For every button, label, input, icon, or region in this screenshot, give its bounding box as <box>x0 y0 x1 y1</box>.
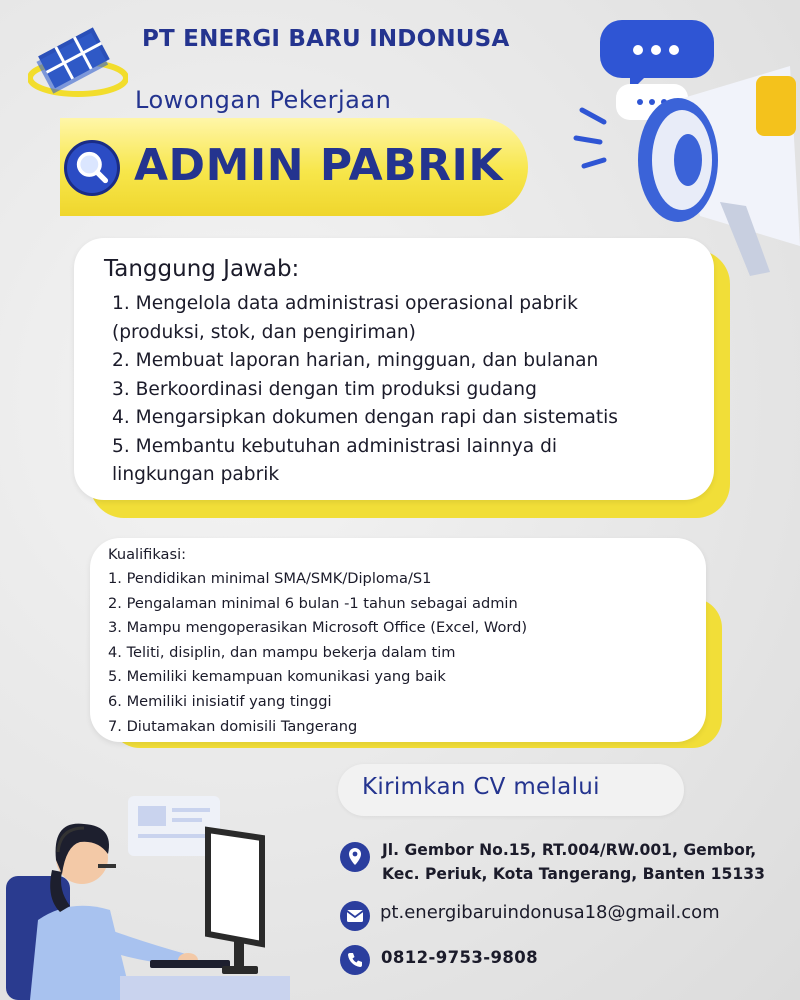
search-icon <box>64 140 120 196</box>
address-line-2: Kec. Periuk, Kota Tangerang, Banten 15133 <box>382 865 765 883</box>
list-item: (produksi, stok, dan pengiriman) <box>112 321 416 343</box>
address-line-1: Jl. Gembor No.15, RT.004/RW.001, Gembor, <box>382 841 757 859</box>
list-item: 3. Mampu mengoperasikan Microsoft Office (Excel, Word) <box>108 619 528 637</box>
list-item: 4. Mengarsipkan dokumen dengan rapi dan sistematis <box>112 407 618 428</box>
company-logo <box>28 18 128 102</box>
responsibilities-card <box>74 238 714 500</box>
phone-icon <box>340 945 370 975</box>
responsibilities-list <box>104 290 714 490</box>
qualifications-card <box>90 538 706 742</box>
list-item: 2. Pengalaman minimal 6 bulan -1 tahun sebagai admin <box>108 594 518 612</box>
office-worker-illustration <box>0 790 290 1000</box>
list-item: lingkungan pabrik <box>112 464 280 485</box>
responsibilities-heading: Tanggung Jawab: <box>104 256 300 282</box>
company-name: PT ENERGI BARU INDONUSA <box>142 26 510 52</box>
envelope-icon <box>340 901 370 931</box>
list-item: 3. Berkoordinasi dengan tim produksi gudang <box>112 378 537 400</box>
email-link[interactable]: pt.energibaruindonusa18@gmail.com <box>380 902 720 923</box>
qualifications-heading: Kualifikasi: <box>108 546 187 563</box>
list-item: 6. Memiliki inisiatif yang tinggi <box>108 692 332 710</box>
job-title: ADMIN PABRIK <box>134 140 504 191</box>
list-item: 2. Membuat laporan harian, mingguan, dan bulanan <box>112 350 599 371</box>
location-pin-icon <box>340 842 370 872</box>
list-item: 7. Diutamakan domisili Tangerang <box>108 717 358 735</box>
list-item: 1. Pendidikan minimal SMA/SMK/Diploma/S1 <box>108 570 432 587</box>
list-item: 5. Membantu kebutuhan administrasi lainnya di <box>112 435 558 457</box>
list-item: 5. Memiliki kemampuan komunikasi yang baik <box>108 668 446 686</box>
phone-number[interactable]: 0812-9753-9808 <box>381 948 539 967</box>
send-cv-heading: Kirimkan CV melalui <box>362 774 600 800</box>
job-vacancy-subtitle: Lowongan Pekerjaan <box>135 86 392 114</box>
qualifications-list <box>108 567 706 739</box>
list-item: 4. Teliti, disiplin, dan mampu bekerja dalam tim <box>108 643 456 661</box>
list-item: 1. Mengelola data administrasi operasional pabrik <box>112 293 578 314</box>
